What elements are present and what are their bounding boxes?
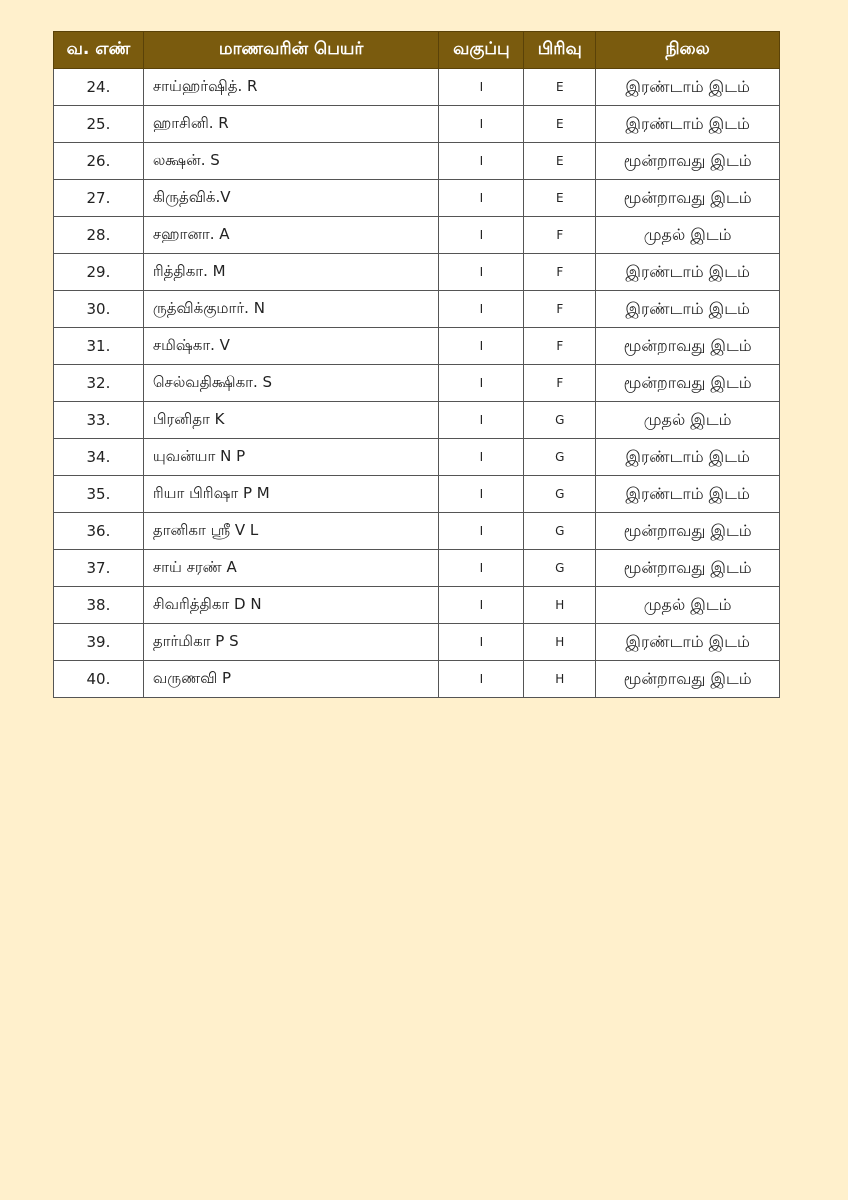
status-cell: மூன்றாவது இடம் [596,328,780,365]
class-cell: I [439,180,524,217]
section-cell: F [524,217,596,254]
student-name-cell: தார்மிகா P S [143,624,439,661]
table-row [54,328,780,365]
header-student-name: மாணவரின் பெயர் [143,32,439,69]
serial-no-cell: 32. [54,365,144,402]
class-cell: I [439,513,524,550]
table-header-row [54,32,780,69]
table-row [54,291,780,328]
class-cell: I [439,106,524,143]
table-row [54,180,780,217]
status-cell: முதல் இடம் [596,217,780,254]
section-cell: F [524,365,596,402]
serial-no-cell: 25. [54,106,144,143]
student-name-cell: தானிகா ஶ்ரீ V L [143,513,439,550]
table-row [54,513,780,550]
serial-no-cell: 34. [54,439,144,476]
serial-no-cell: 24. [54,69,144,106]
table-row [54,254,780,291]
section-cell: G [524,439,596,476]
status-cell: இரண்டாம் இடம் [596,624,780,661]
table-row [54,143,780,180]
status-cell: மூன்றாவது இடம் [596,180,780,217]
table-row [54,550,780,587]
table-row [54,106,780,143]
class-cell: I [439,661,524,698]
student-name-cell: சஹானா. A [143,217,439,254]
table-row [54,439,780,476]
section-cell: H [524,624,596,661]
class-cell: I [439,217,524,254]
table-row [54,69,780,106]
student-name-cell: கிருத்விக்.V [143,180,439,217]
serial-no-cell: 35. [54,476,144,513]
section-cell: G [524,402,596,439]
table-body [54,69,780,698]
class-cell: I [439,402,524,439]
class-cell: I [439,550,524,587]
serial-no-cell: 33. [54,402,144,439]
section-cell: F [524,328,596,365]
status-cell: மூன்றாவது இடம் [596,661,780,698]
class-cell: I [439,587,524,624]
serial-no-cell: 29. [54,254,144,291]
class-cell: I [439,365,524,402]
table-row [54,365,780,402]
section-cell: E [524,180,596,217]
table-row [54,402,780,439]
status-cell: இரண்டாம் இடம் [596,254,780,291]
student-name-cell: ரித்திகா. M [143,254,439,291]
class-cell: I [439,291,524,328]
class-cell: I [439,476,524,513]
section-cell: F [524,291,596,328]
results-table [53,31,780,698]
serial-no-cell: 37. [54,550,144,587]
student-name-cell: ருத்விக்குமார். N [143,291,439,328]
header-status: நிலை [596,32,780,69]
serial-no-cell: 39. [54,624,144,661]
student-name-cell: லக்ஷன். S [143,143,439,180]
section-cell: H [524,587,596,624]
status-cell: இரண்டாம் இடம் [596,476,780,513]
status-cell: இரண்டாம் இடம் [596,439,780,476]
status-cell: மூன்றாவது இடம் [596,513,780,550]
student-name-cell: ரியா பிரிஷா P M [143,476,439,513]
status-cell: இரண்டாம் இடம் [596,291,780,328]
serial-no-cell: 27. [54,180,144,217]
section-cell: E [524,143,596,180]
class-cell: I [439,69,524,106]
student-name-cell: சமிஷ்கா. V [143,328,439,365]
section-cell: G [524,550,596,587]
student-name-cell: சிவரித்திகா D N [143,587,439,624]
header-serial-no: வ. எண் [54,32,144,69]
student-name-cell: சாய்ஹர்ஷித். R [143,69,439,106]
status-cell: முதல் இடம் [596,587,780,624]
status-cell: மூன்றாவது இடம் [596,143,780,180]
status-cell: முதல் இடம் [596,402,780,439]
student-name-cell: செல்வதிக்ஷிகா. S [143,365,439,402]
section-cell: G [524,513,596,550]
serial-no-cell: 36. [54,513,144,550]
serial-no-cell: 31. [54,328,144,365]
status-cell: மூன்றாவது இடம் [596,365,780,402]
header-section: பிரிவு [524,32,596,69]
student-name-cell: யுவன்யா N P [143,439,439,476]
class-cell: I [439,624,524,661]
student-name-cell: பிரனிதா K [143,402,439,439]
serial-no-cell: 28. [54,217,144,254]
status-cell: இரண்டாம் இடம் [596,106,780,143]
section-cell: G [524,476,596,513]
section-cell: F [524,254,596,291]
serial-no-cell: 40. [54,661,144,698]
status-cell: இரண்டாம் இடம் [596,69,780,106]
serial-no-cell: 30. [54,291,144,328]
table-row [54,661,780,698]
class-cell: I [439,328,524,365]
section-cell: E [524,69,596,106]
header-class: வகுப்பு [439,32,524,69]
student-name-cell: வருணவி P [143,661,439,698]
class-cell: I [439,143,524,180]
section-cell: E [524,106,596,143]
serial-no-cell: 38. [54,587,144,624]
table-row [54,217,780,254]
table-row [54,476,780,513]
student-name-cell: ஹாசினி. R [143,106,439,143]
status-cell: மூன்றாவது இடம் [596,550,780,587]
table-row [54,587,780,624]
section-cell: H [524,661,596,698]
class-cell: I [439,254,524,291]
student-name-cell: சாய் சரண் A [143,550,439,587]
table-row [54,624,780,661]
class-cell: I [439,439,524,476]
serial-no-cell: 26. [54,143,144,180]
